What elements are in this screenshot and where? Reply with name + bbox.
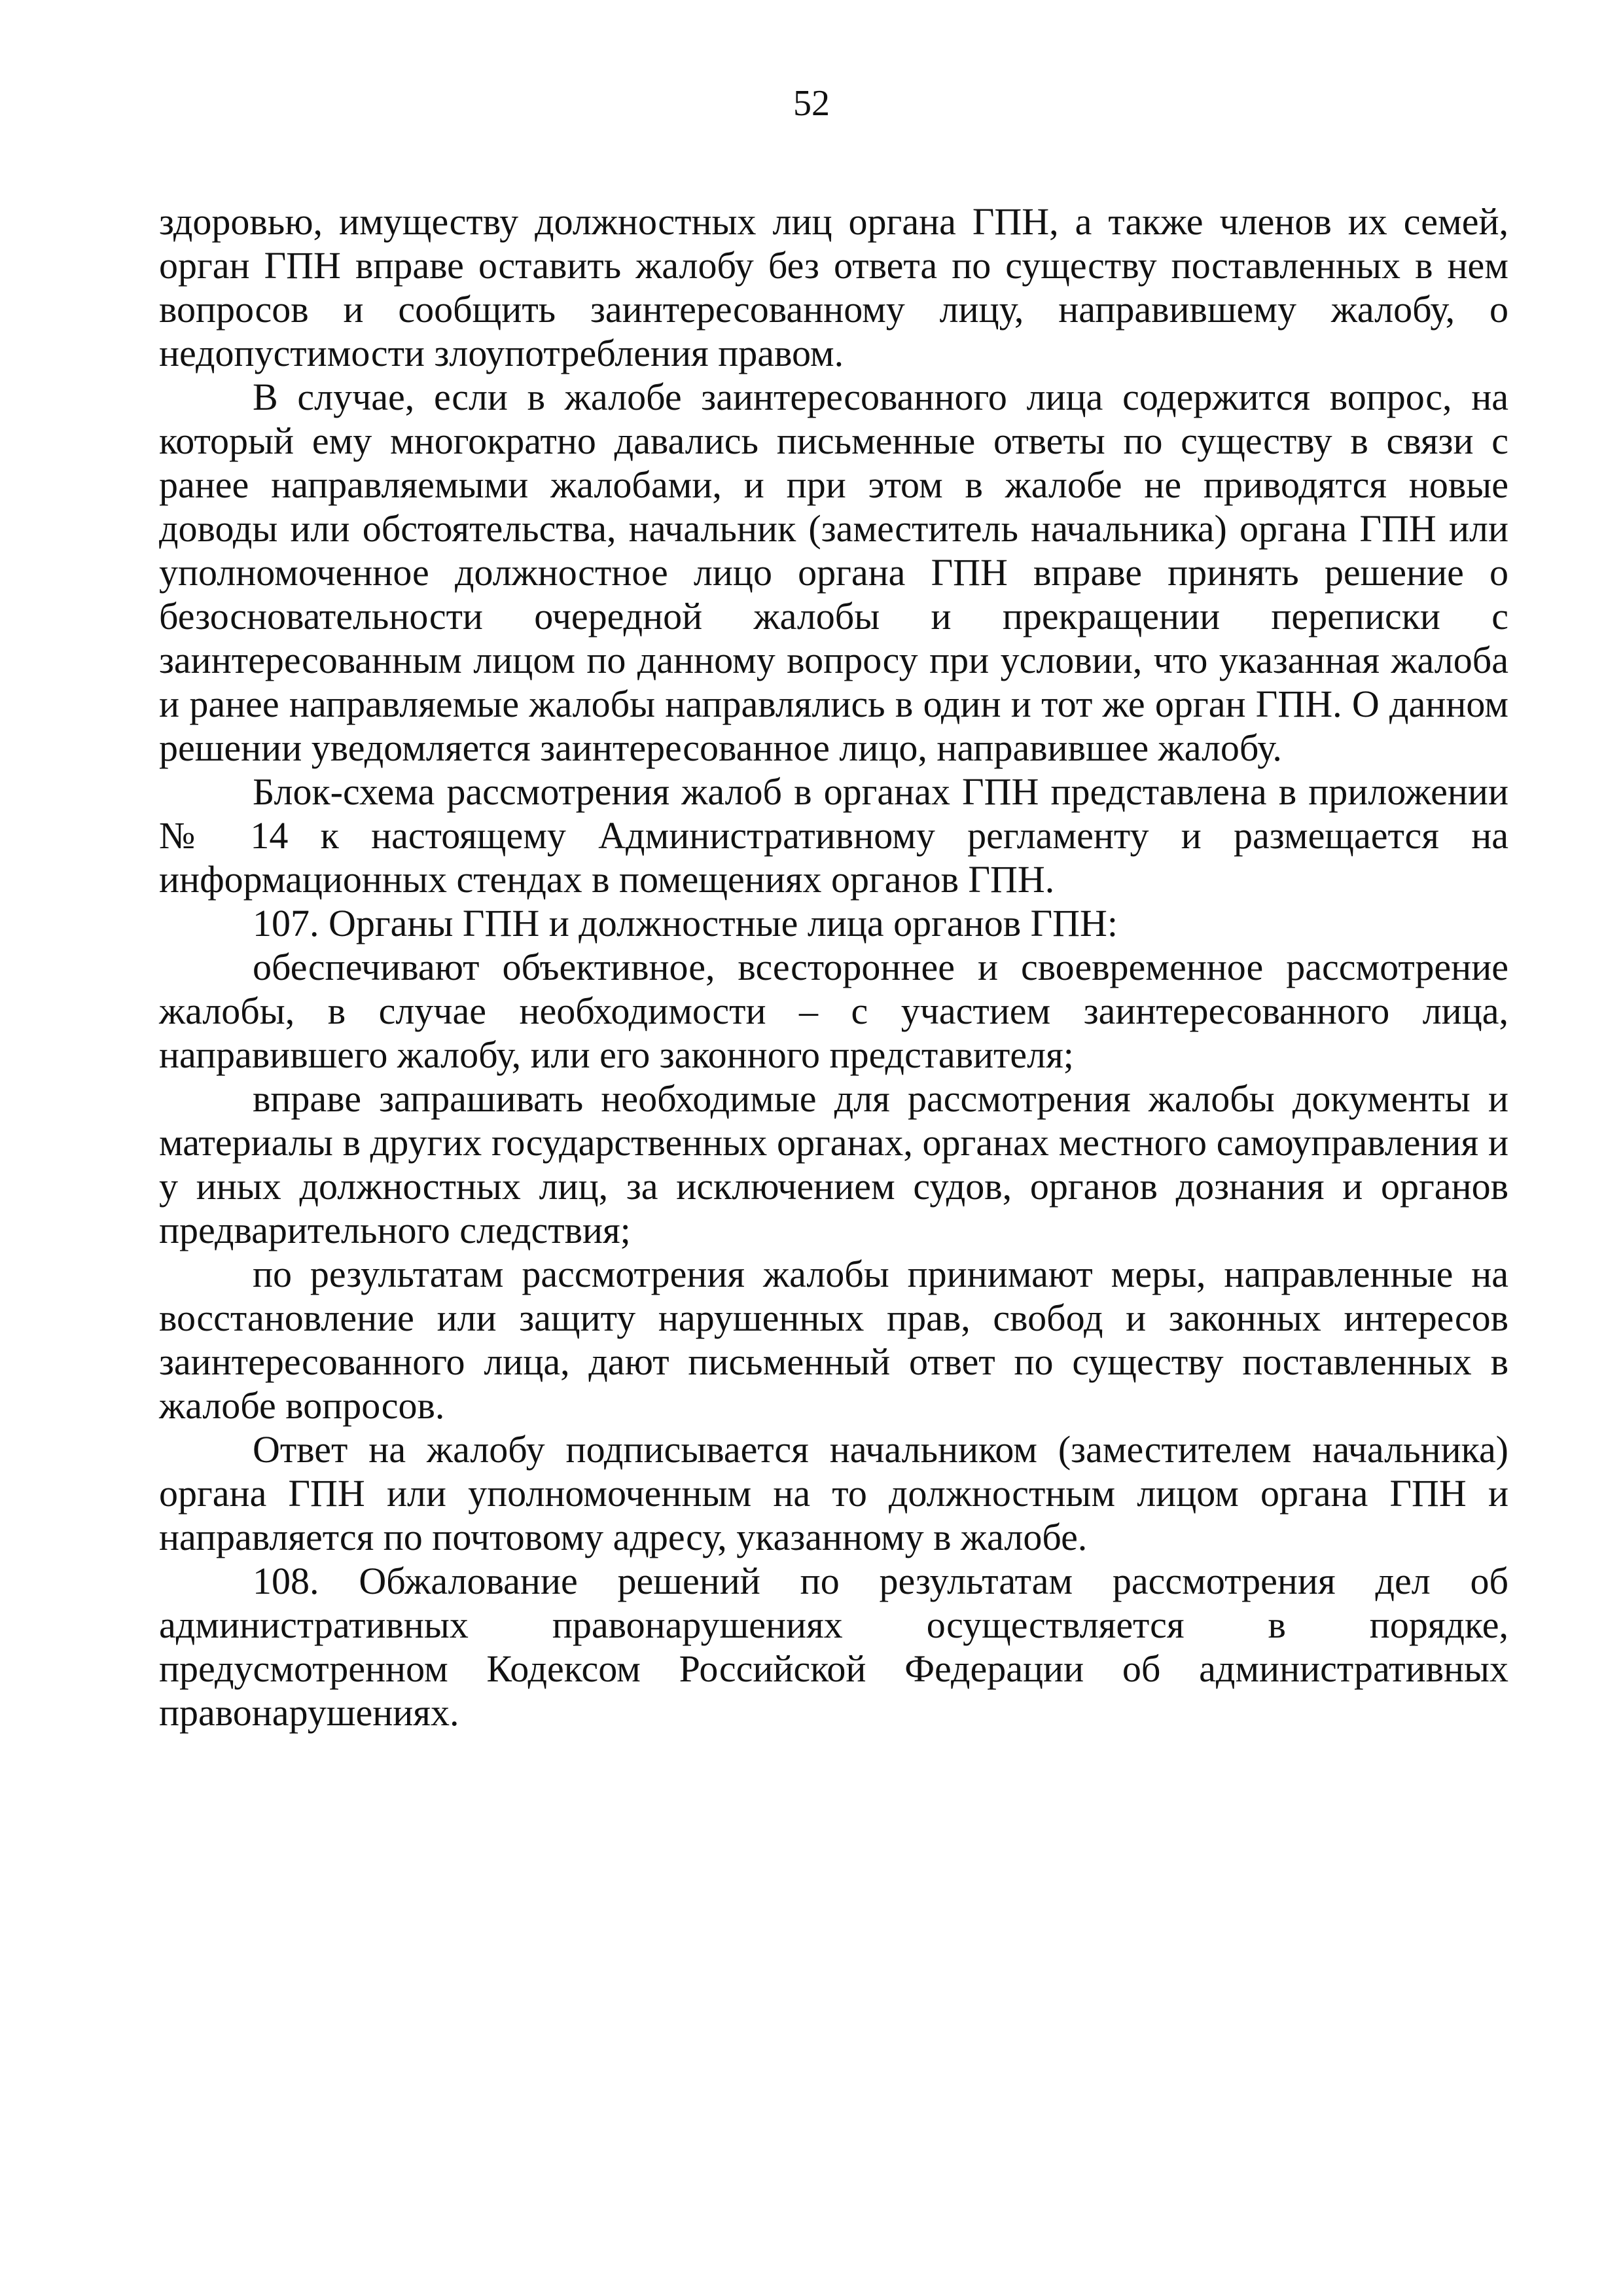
paragraph-9: 108. Обжалование решений по результатам рассмотрения дел об административных правонарушениях осуществляется в порядке, предусмотренном Кодексом Российской Федерации об административных правонарушениях. xyxy=(159,1560,1508,1734)
paragraph-5: обеспечивают объективное, всестороннее и своевременное рассмотрение жалобы, в случае необходимости – с участием заинтересованного лица, направившего жалобу, или его законного представителя; xyxy=(159,946,1508,1076)
document-body xyxy=(159,200,1508,1734)
paragraph-2: В случае, если в жалобе заинтересованного лица содержится вопрос, на который ему многократно давались письменные ответы по существу в связи с ранее направляемыми жалобами, и при этом в жалобе не приводятся новые доводы или обстоятельства, начальник (заместитель начальника) органа ГПН или уполномоченное должностное лицо органа ГПН вправе принять решение о безосновательности очередной жалобы и прекращении переписки с заинтересованным лицом по данному вопросу при условии, что указанная жалоба и ранее направляемые жалобы направлялись в один и тот же орган ГПН. О данном решении уведомляется заинтересованное лицо, направившее жалобу. xyxy=(159,376,1508,769)
paragraph-8: Ответ на жалобу подписывается начальником (заместителем начальника) органа ГПН или уполномоченным на то должностным лицом органа ГПН и направляется по почтовому адресу, указанному в жалобе. xyxy=(159,1428,1508,1558)
paragraph-6: вправе запрашивать необходимые для рассмотрения жалобы документы и материалы в других государственных органах, органах местного самоуправления и у иных должностных лиц, за исключением судов, органов дознания и органов предварительного следствия; xyxy=(159,1077,1508,1251)
page-number: 52 xyxy=(793,83,830,124)
paragraph-4: 107. Органы ГПН и должностные лица органов ГПН: xyxy=(253,902,1118,944)
paragraph-7: по результатам рассмотрения жалобы принимают меры, направленные на восстановление или защиту нарушенных прав, свобод и законных интересов заинтересованного лица, дают письменный ответ по существу поставленных в жалобе вопросов. xyxy=(159,1253,1508,1427)
paragraph-3: Блок-схема рассмотрения жалоб в органах ГПН представлена в приложении № 14 к настоящему Административному регламенту и размещается на информационных стендах в помещениях органов ГПН. xyxy=(159,770,1508,901)
paragraph-1: здоровью, имуществу должностных лиц органа ГПН, а также членов их семей, орган ГПН вправе оставить жалобу без ответа по существу поставленных в нем вопросов и сообщить заинтересованному лицу, направившему жалобу, о недопустимости злоупотребления правом. xyxy=(159,200,1508,374)
